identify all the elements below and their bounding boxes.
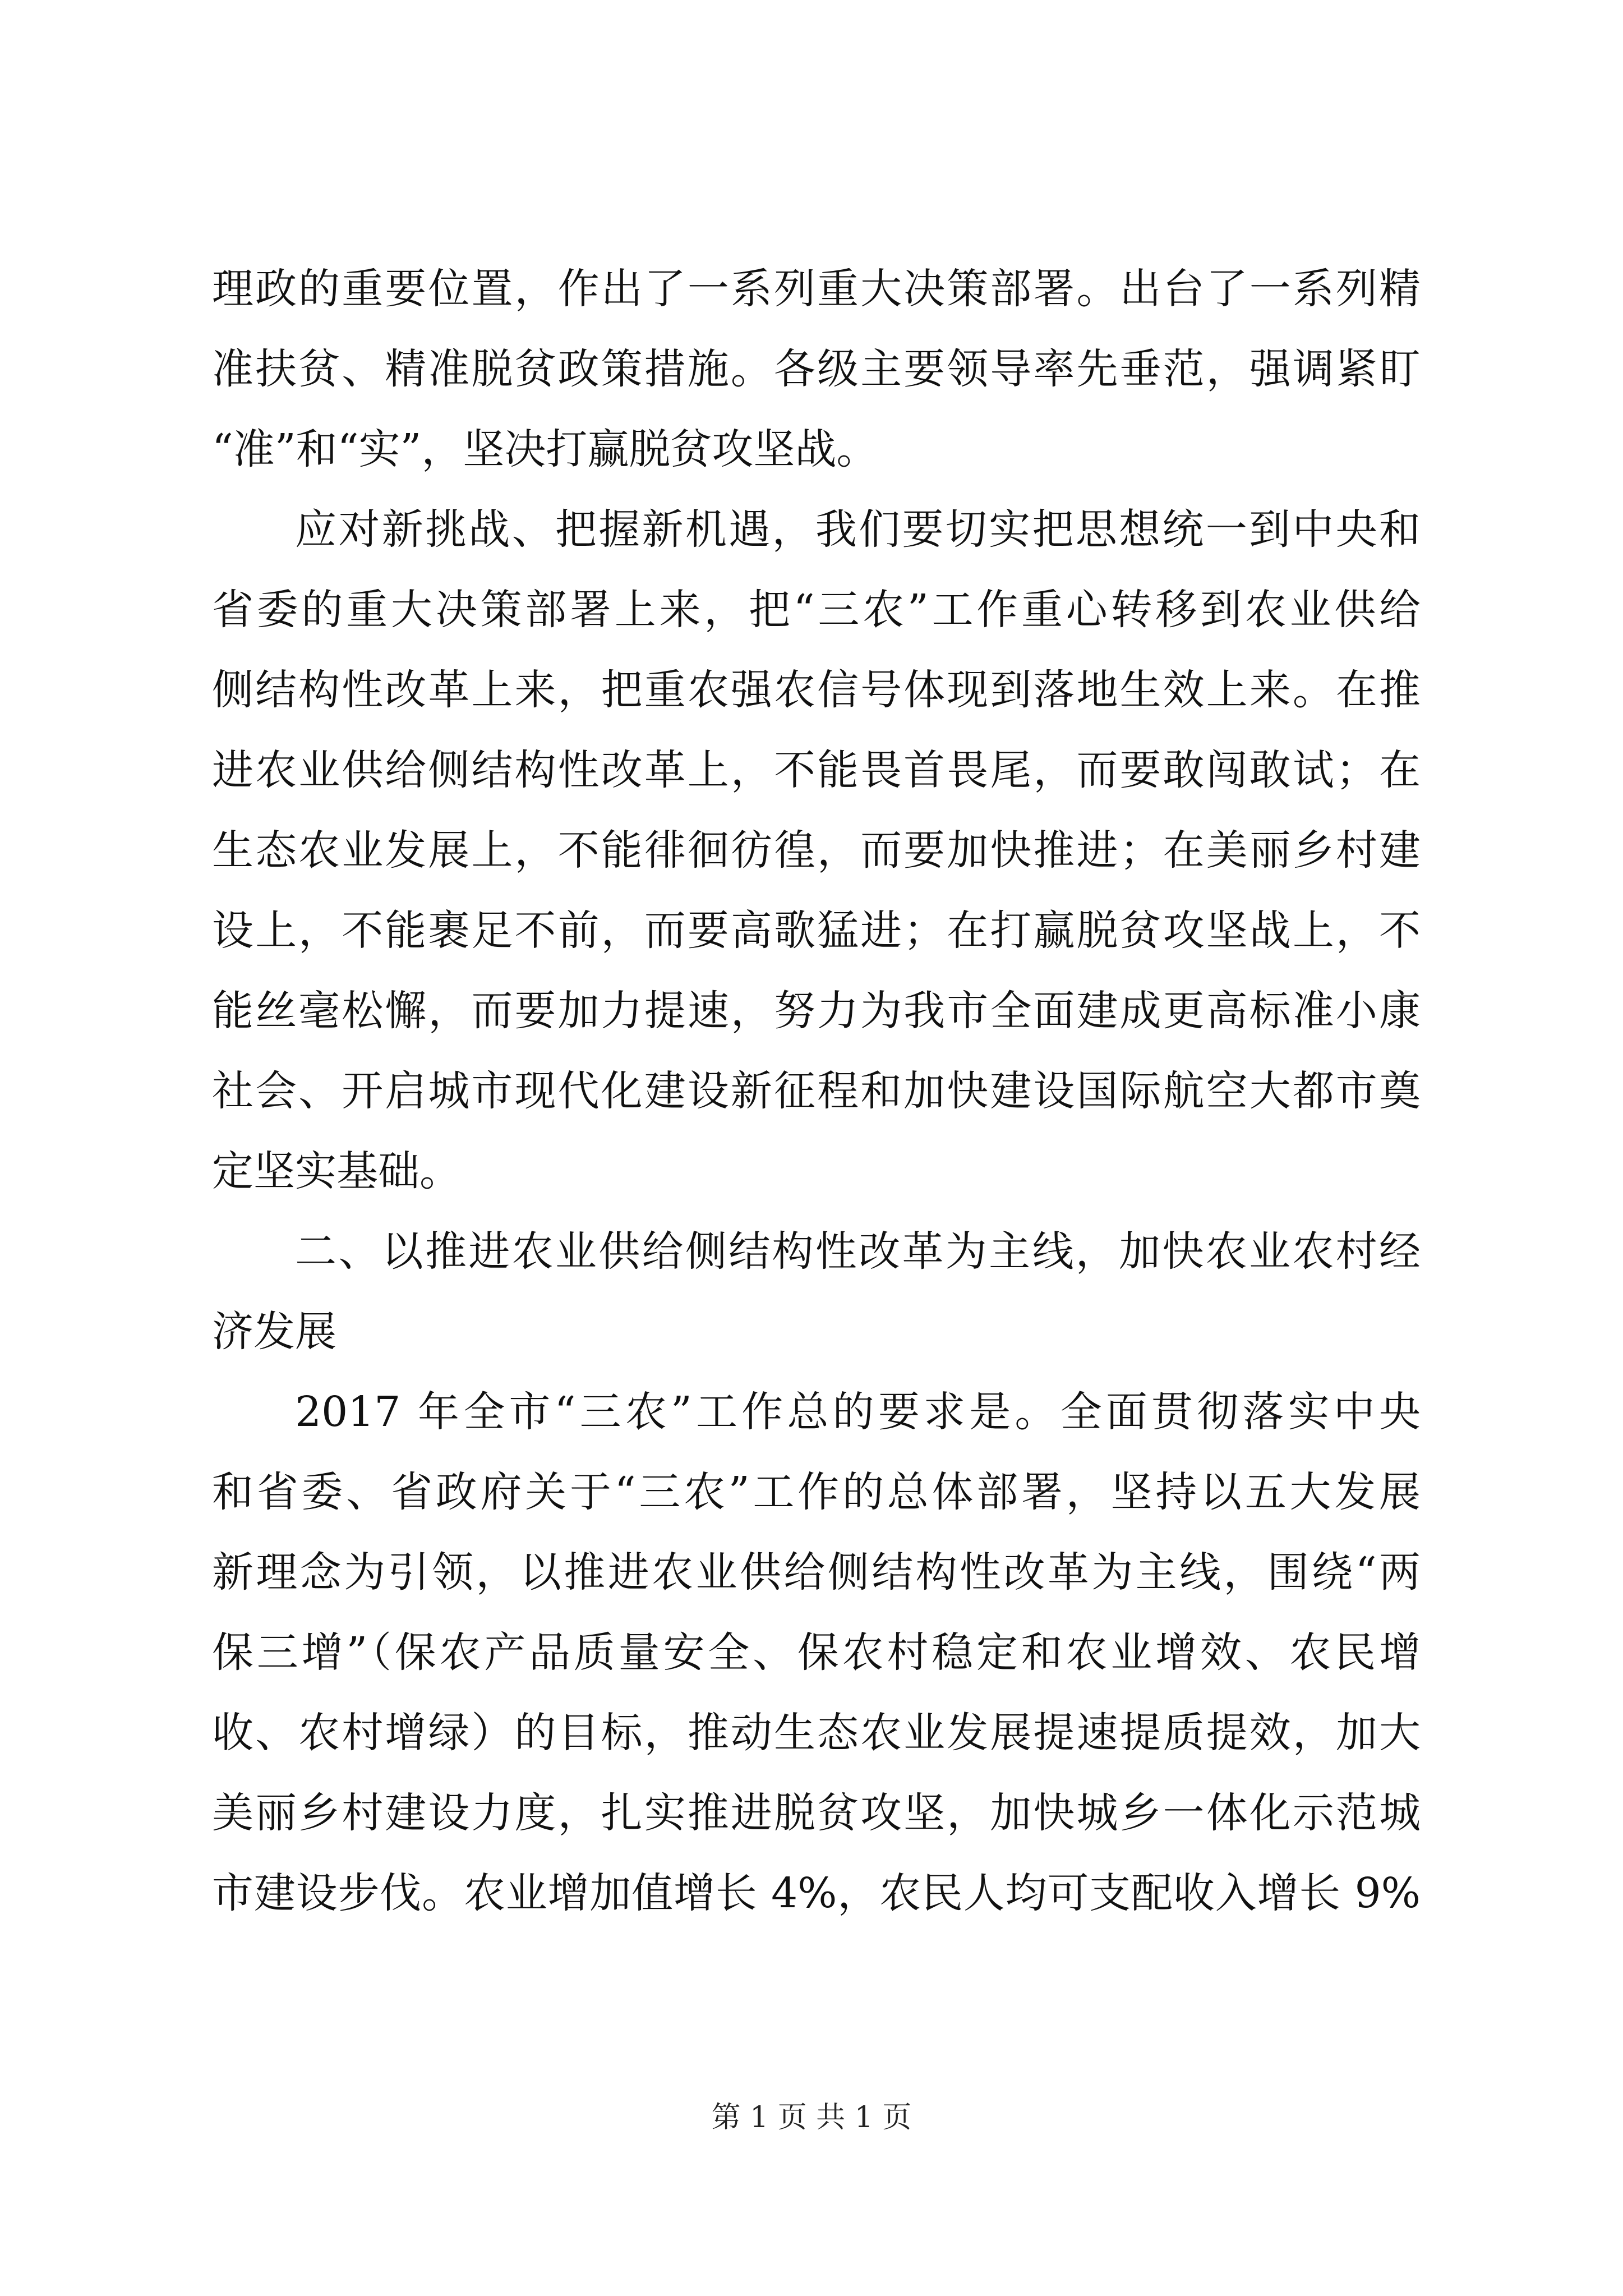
- section-heading-continued: 济发展: [212, 1308, 336, 1356]
- text-line: 和省委、省政府关于“三农”工作的总体部署，坚持以五大发展: [212, 1468, 1421, 1516]
- section-heading: 二、以推进农业供给侧结构性改革为主线，加快农业农村经: [295, 1227, 1421, 1276]
- text-line: 定坚实基础。: [212, 1147, 461, 1195]
- text-line: 生态农业发展上，不能徘徊彷徨，而要加快推进；在美丽乡村建: [212, 826, 1421, 875]
- paragraph-first-line: 2017 年全市“三农”工作总的要求是。全面贯彻落实中央: [295, 1388, 1421, 1436]
- text-line: “准”和“实”，坚决打赢脱贫攻坚战。: [212, 425, 878, 473]
- text-line: 新理念为引领，以推进农业供给侧结构性改革为主线，围绕“两: [212, 1548, 1421, 1596]
- document-body: [212, 249, 1421, 1934]
- text-line: 能丝毫松懈，而要加力提速，努力为我市全面建成更高标准小康: [212, 987, 1421, 1035]
- text-line: 准扶贫、精准脱贫政策措施。各级主要领导率先垂范，强调紧盯: [212, 345, 1421, 393]
- text-line: 收、农村增绿）的目标，推动生态农业发展提速提质提效，加大: [212, 1709, 1421, 1757]
- paragraph-first-line: 应对新挑战、把握新机遇，我们要切实把思想统一到中央和: [295, 505, 1421, 554]
- text-line: 设上，不能裹足不前，而要高歌猛进；在打赢脱贫攻坚战上，不: [212, 907, 1421, 955]
- text-line: 进农业供给侧结构性改革上，不能畏首畏尾，而要敢闯敢试；在: [212, 746, 1421, 794]
- text-line: 侧结构性改革上来，把重农强农信号体现到落地生效上来。在推: [212, 666, 1421, 714]
- text-line: 省委的重大决策部署上来，把“三农”工作重心转移到农业供给: [212, 586, 1421, 634]
- text-line: 社会、开启城市现代化建设新征程和加快建设国际航空大都市奠: [212, 1067, 1421, 1115]
- text-line: 市建设步伐。农业增加值增长 4%，农民人均可支配收入增长 9%: [212, 1869, 1421, 1917]
- text-line: 保三增”（保农产品质量安全、保农村稳定和农业增效、农民增: [212, 1628, 1421, 1677]
- text-line: 理政的重要位置，作出了一系列重大决策部署。出台了一系列精: [212, 265, 1421, 313]
- text-line: 美丽乡村建设力度，扎实推进脱贫攻坚，加快城乡一体化示范城: [212, 1789, 1421, 1837]
- page-number-footer: 第 1 页 共 1 页: [711, 2101, 912, 2134]
